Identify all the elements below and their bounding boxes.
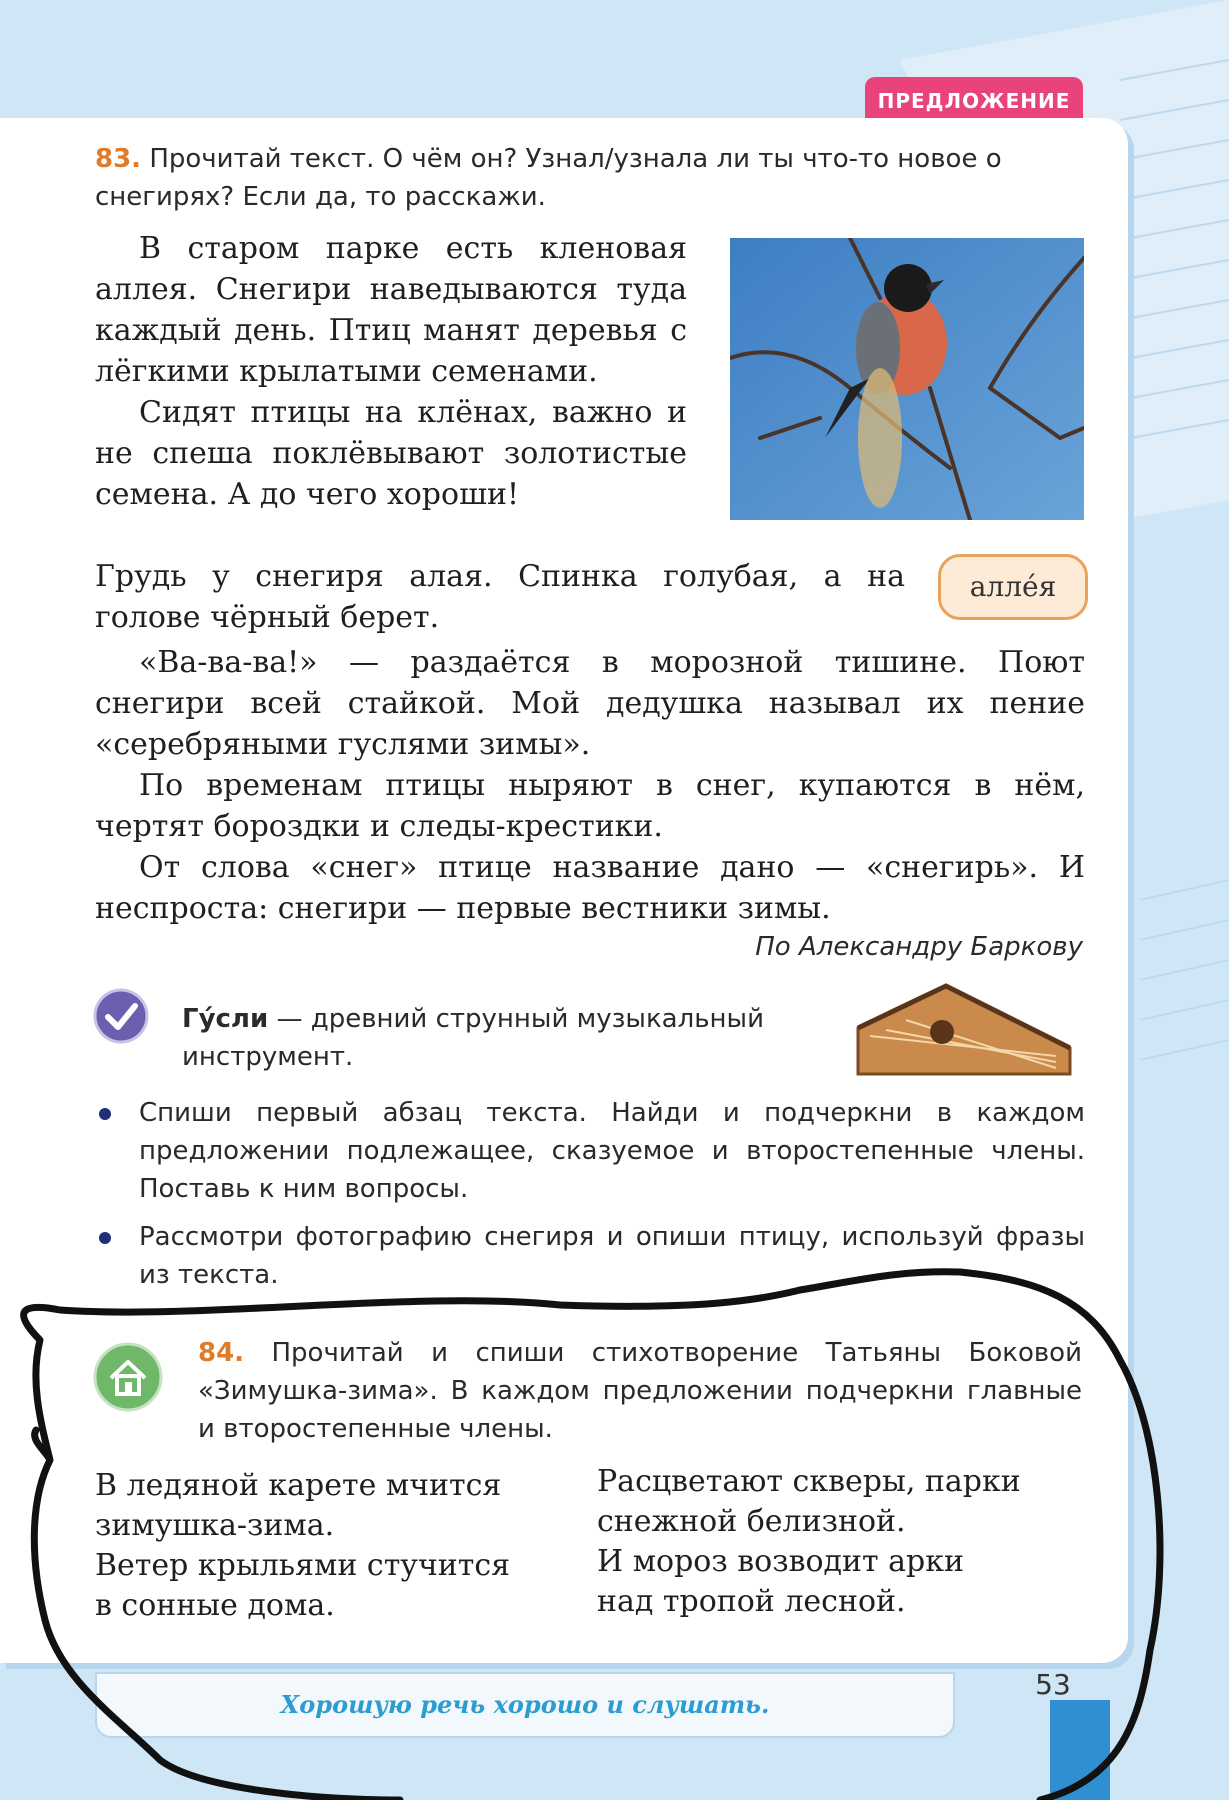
home-icon [93,1342,163,1412]
task-84-number: 84. [198,1338,245,1368]
bullfinch-photo [730,238,1084,520]
vocabulary-word-badge: аллéя [938,554,1088,620]
poem-line: В ледяной карете мчится [95,1468,502,1503]
story-paragraph-1: В старом парке есть кленовая аллея. Снегири наведываются туда каждый день. Птиц манят деревья с лёгкими крылатыми семенами. [95,231,687,389]
footer-proverb: Хорошую речь хорошо и слушать. [95,1672,955,1738]
story-paragraph-2a: Сидят птицы на клёнах, важно и не спеша поклёвывают золотистые семена. А до чего хороши! [95,395,687,512]
story-part-1 [95,228,687,515]
list-item: Рассмотри фотографию снегиря и опиши птицу, используй фразы из текста. [95,1218,1085,1294]
story-paragraph-3: «Ва-ва-ва!» — раздаётся в морозной тишине. Поют снегири всей стайкой. Мой дедушка называл их пение «серебряными гуслями зимы». [95,645,1085,762]
poem-right-stanza [597,1462,1021,1622]
poem-line: Ветер крыльями стучится [95,1548,511,1583]
task-84-text: Прочитай и спиши стихотворение Татьяны Боковой «Зимушка-зима». В каждом предложении подчеркни главные и второстепенные члены. [198,1338,1082,1444]
poem-line: в сонные дома. [95,1588,335,1623]
story-part-3 [95,642,1085,929]
story-paragraph-5: От слова «снег» птице название дано — «снегирь». И неспроста: снегири — первые вестники зимы. [95,850,1085,926]
page-edge-strip [1050,1700,1110,1800]
bullet-dot [99,1232,111,1244]
gusli-note [182,1000,842,1076]
section-tab: ПРЕДЛОЖЕНИЕ [865,77,1083,125]
task-84-instruction [198,1334,1082,1448]
gusli-term: Гýсли [182,1004,269,1034]
task-83-number: 83. [95,144,142,174]
gusli-illustration [856,978,1072,1078]
story-paragraph-4: По временам птицы ныряют в снег, купаются в нём, чертят бороздки и следы-крестики. [95,768,1085,844]
poem-line: над тропой лесной. [597,1584,906,1619]
bullet-dot [99,1108,111,1120]
poem-line: зимушка-зима. [95,1508,335,1543]
task-83-instruction [95,140,1085,216]
check-icon [93,988,149,1044]
list-item: Спиши первый абзац текста. Найди и подчеркни в каждом предложении подлежащее, сказуемое и второстепенные члены. Поставь к ним вопросы. [95,1094,1085,1208]
gusli-definition: — древний струнный музыкальный инструмент. [182,1004,764,1072]
story-author: По Александру Баркову [755,932,1083,962]
task-83-text: Прочитай текст. О чём он? Узнал/узнала ли ты что-то новое о снегирях? Если да, то расскажи. [95,144,1002,212]
task-83-bullet-list [95,1094,1085,1304]
poem-line: снежной белизной. [597,1504,906,1539]
page-number: 53 [1035,1668,1071,1701]
poem-left-stanza [95,1466,510,1626]
story-paragraph-2b: Грудь у снегиря алая. Спинка голубая, а на голове чёрный берет. [95,559,905,635]
poem-line: И мороз возводит арки [597,1544,964,1579]
story-part-2 [95,556,905,638]
poem-line: Расцветают скверы, парки [597,1464,1021,1499]
